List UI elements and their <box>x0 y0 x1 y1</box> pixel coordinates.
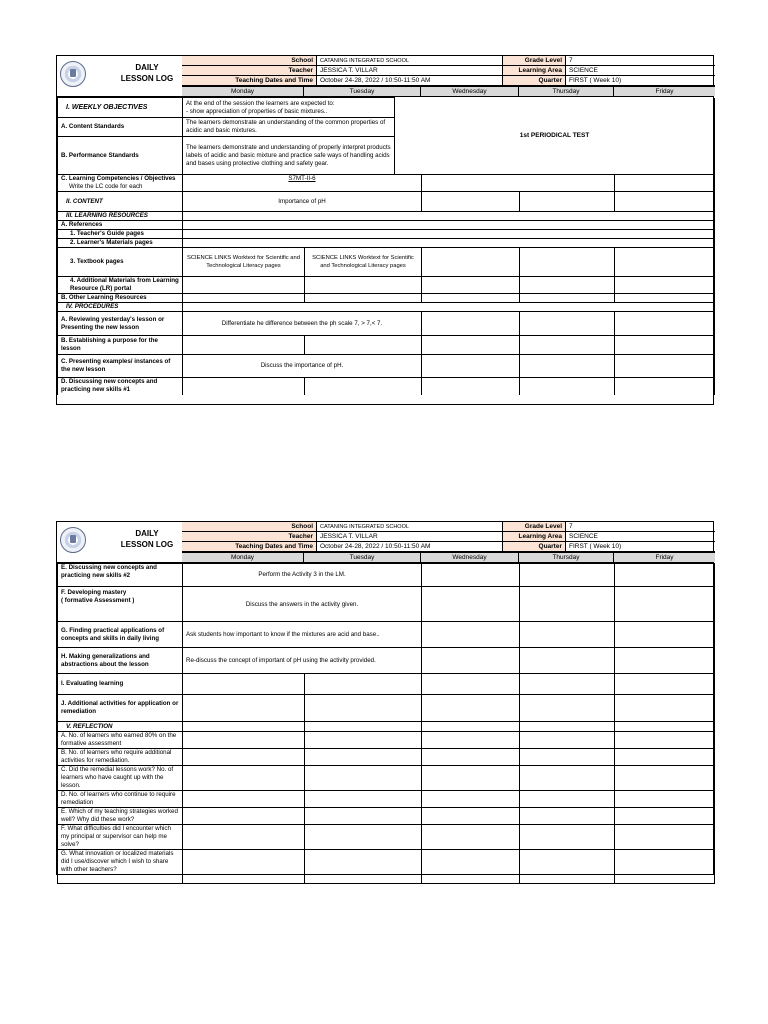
discussing1-thu <box>520 378 615 395</box>
school-label: School <box>182 522 317 532</box>
content-value: Importance of pH <box>183 192 422 212</box>
learning-resources-label: III. LEARNING RESOURCES <box>58 212 183 221</box>
evaluating-tue <box>305 674 422 695</box>
day-header-row <box>182 552 715 562</box>
other-resources-label: B. Other Learning Resources <box>58 294 183 303</box>
grade-label: Grade Level <box>503 56 566 66</box>
teacher-label: Teacher <box>182 532 317 542</box>
area-label: Learning Area <box>503 532 566 542</box>
references-empty <box>183 221 715 230</box>
mastery-thu <box>520 587 615 622</box>
textbook-thu <box>520 248 615 277</box>
applications-thu <box>520 622 615 648</box>
purpose-thu <box>520 336 615 355</box>
reviewing-fri <box>615 312 715 336</box>
mastery-fri <box>615 587 715 622</box>
reflection-wed <box>422 722 520 732</box>
learners-materials-label: 2. Learner's Materials pages <box>58 239 183 248</box>
day-friday: Friday <box>614 553 715 562</box>
procedures-label: IV. PROCEDURES <box>58 303 183 312</box>
examples-wed <box>422 355 520 378</box>
reviewing-text: Differentiate he difference between the ph scale 7, > 7,< 7. <box>183 312 422 336</box>
reflection-tue <box>305 722 422 732</box>
reflection-thu <box>520 722 615 732</box>
dates-label: Teaching Dates and Time <box>182 76 317 86</box>
additional-wed <box>422 695 520 722</box>
evaluating-label: I. Evaluating learning <box>58 674 183 695</box>
evaluating-wed <box>422 674 520 695</box>
school-label: School <box>182 56 317 66</box>
reflection-fri <box>615 722 715 732</box>
lr-tue <box>305 277 422 294</box>
textbook-wed <box>422 248 520 277</box>
quarter-label: Quarter <box>503 76 566 86</box>
other-wed <box>422 294 520 303</box>
title-line2: LESSON LOG <box>120 540 174 549</box>
school-value: CATANING INTEGRATED SCHOOL <box>317 522 503 532</box>
teacher-label: Teacher <box>182 66 317 76</box>
procedures-empty <box>183 303 715 312</box>
weekly-objectives-label: I. WEEKLY OBJECTIVES <box>58 98 183 118</box>
grade-value: 7 <box>566 522 715 532</box>
content-fri <box>615 192 715 212</box>
performance-standards-text: The learners demonstrate and understanding of properly interpret products labels of acidic and basic mixture and practice safe ways of handling acids and bases using protective clothing and safety gear. <box>183 137 395 175</box>
grade-value: 7 <box>566 56 715 66</box>
additional-label: J. Additional activities for application or remediation <box>58 695 183 722</box>
generalization-wed <box>422 648 520 674</box>
school-value: CATANING INTEGRATED SCHOOL <box>317 56 503 66</box>
discussing2-text: Perform the Activity 3 in the LM. <box>183 564 422 587</box>
additional-thu <box>520 695 615 722</box>
reflection-item-e: E. Which of my teaching strategies worked well? Why did these work? <box>58 808 183 825</box>
textbook-tuesday: SCIENCE LINKS Worktext for Scientific and Technological Literacy pages <box>305 248 422 277</box>
mastery-text: Discuss the answers in the activity given. <box>183 587 422 622</box>
discussing2-label: E. Discussing new concepts and practicing new skills #2 <box>58 564 183 587</box>
lesson-table-2 <box>57 563 715 884</box>
evaluating-fri <box>615 674 715 695</box>
teacher-value: JESSICA T. VILLAR <box>317 66 503 76</box>
content-label: II. CONTENT <box>58 192 183 212</box>
header-info-grid <box>182 56 715 96</box>
teacher-value: JESSICA T. VILLAR <box>317 532 503 542</box>
purpose-label: B. Establishing a purpose for the lesson <box>58 336 183 355</box>
competency-empty-1 <box>422 175 615 192</box>
generalization-label: H. Making generalizations and abstractions about the lesson <box>58 648 183 674</box>
generalization-fri <box>615 648 715 674</box>
lesson-log-header <box>57 56 713 97</box>
lr-portal-label: 4. Additional Materials from Learning Resource (LR) portal <box>58 277 183 294</box>
lr-wed <box>422 277 520 294</box>
purpose-wed <box>422 336 520 355</box>
content-standards-label: A. Content Standards <box>58 118 183 137</box>
competencies-title: C. Learning Competencies / Objectives <box>61 175 176 182</box>
applications-label: G. Finding practical applications of concepts and skills in daily living <box>58 622 183 648</box>
learners-materials-empty <box>183 239 715 248</box>
reviewing-wed <box>422 312 520 336</box>
discussing1-mon <box>183 378 305 395</box>
teachers-guide-empty <box>183 230 715 239</box>
other-fri <box>615 294 715 303</box>
textbook-fri <box>615 248 715 277</box>
day-tuesday: Tuesday <box>304 87 421 96</box>
reflection-item-a: A. No. of learners who earned 80% on the formative assessment <box>58 732 183 749</box>
examples-label: C. Presenting examples/ instances of the new lesson <box>58 355 183 378</box>
applications-fri <box>615 622 715 648</box>
teachers-guide-label: 1. Teacher's Guide pages <box>58 230 183 239</box>
competencies-subtitle: Write the LC code for each <box>69 183 143 190</box>
purpose-mon <box>183 336 305 355</box>
lesson-table-1 <box>57 97 715 395</box>
content-standards-text: The learners demonstrate an understanding of the common properties of acidic and basic mixtures. <box>183 118 395 137</box>
day-thursday: Thursday <box>519 553 614 562</box>
textbook-monday: SCIENCE LINKS Worktext for Scientific and Technological Literacy pages <box>183 248 305 277</box>
periodical-test-cell: 1st PERIODICAL TEST <box>395 98 715 175</box>
reflection-item-g: G. What innovation or localized materials did I use/discover which I wish to share with other teachers? <box>58 850 183 875</box>
generalization-text: Re-discuss the concept of important of pH using the activity provided. <box>183 648 422 674</box>
lr-thu <box>520 277 615 294</box>
mastery-label: F. Developing mastery ( formative Assessment ) <box>58 587 183 622</box>
learning-resources-empty <box>183 212 715 221</box>
reflection-item-b: B. No. of learners who require additional activities for remediation. <box>58 749 183 766</box>
day-tuesday: Tuesday <box>304 553 421 562</box>
deped-seal-icon <box>60 61 86 87</box>
quarter-label: Quarter <box>503 542 566 552</box>
performance-standards-label: B. Performance Standards <box>58 137 183 175</box>
discussing2-wed <box>422 564 520 587</box>
examples-fri <box>615 355 715 378</box>
title-line1: DAILY <box>135 529 159 538</box>
reflection-item-f: F. What difficulties did I encounter which my principal or supervisor can help me solve? <box>58 825 183 850</box>
dates-value: October 24-28, 2022 / 10:50-11:50 AM <box>317 542 503 552</box>
references-label: A. References <box>58 221 183 230</box>
mastery-wed <box>422 587 520 622</box>
reviewing-label: A. Reviewing yesterday's lesson or Presenting the new lesson <box>58 312 183 336</box>
title-line1: DAILY <box>135 63 159 72</box>
deped-seal-icon <box>60 527 86 553</box>
lesson-log-page-2 <box>56 521 714 875</box>
content-wed <box>422 192 520 212</box>
discussing1-tue <box>305 378 422 395</box>
purpose-tue <box>305 336 422 355</box>
day-monday: Monday <box>182 87 304 96</box>
quarter-value: FIRST ( Week 10) <box>566 542 715 552</box>
textbook-label: 3. Textbook pages <box>58 248 183 277</box>
dates-label: Teaching Dates and Time <box>182 542 317 552</box>
area-value: SCIENCE <box>566 66 715 76</box>
quarter-value: FIRST ( Week 10) <box>566 76 715 86</box>
competency-empty-2 <box>615 175 715 192</box>
reviewing-thu <box>520 312 615 336</box>
examples-text: Discuss the importance of pH. <box>183 355 422 378</box>
day-wednesday: Wednesday <box>421 87 519 96</box>
purpose-fri <box>615 336 715 355</box>
title-line2: LESSON LOG <box>120 74 174 83</box>
evaluating-thu <box>520 674 615 695</box>
day-monday: Monday <box>182 553 304 562</box>
content-thu <box>520 192 615 212</box>
discussing1-label: D. Discussing new concepts and practicing new skills #1 <box>58 378 183 395</box>
lr-fri <box>615 277 715 294</box>
reflection-mon <box>183 722 305 732</box>
other-thu <box>520 294 615 303</box>
evaluating-mon <box>183 674 305 695</box>
additional-fri <box>615 695 715 722</box>
additional-tue <box>305 695 422 722</box>
area-label: Learning Area <box>503 66 566 76</box>
day-thursday: Thursday <box>519 87 614 96</box>
discussing1-wed <box>422 378 520 395</box>
reflection-item-c: C. Did the remedial lessons work? No. of learners who have caught up with the lesson. <box>58 766 183 791</box>
blank-row-1 <box>58 875 183 884</box>
examples-thu <box>520 355 615 378</box>
other-tue <box>305 294 422 303</box>
header-info-grid-2 <box>182 522 715 562</box>
dates-value: October 24-28, 2022 / 10:50-11:50 AM <box>317 76 503 86</box>
other-mon <box>183 294 305 303</box>
discussing2-fri <box>615 564 715 587</box>
day-friday: Friday <box>614 87 715 96</box>
area-value: SCIENCE <box>566 532 715 542</box>
day-wednesday: Wednesday <box>421 553 519 562</box>
reflection-item-d: D. No. of learners who continue to require remediation <box>58 791 183 808</box>
applications-wed <box>422 622 520 648</box>
additional-mon <box>183 695 305 722</box>
grade-label: Grade Level <box>503 522 566 532</box>
lesson-log-header-2 <box>57 522 713 563</box>
lr-mon <box>183 277 305 294</box>
lesson-log-page-1 <box>56 55 714 405</box>
day-header-row <box>182 86 715 96</box>
discussing2-thu <box>520 564 615 587</box>
applications-text: Ask students how important to know if the mixtures are acid and base.. <box>183 622 422 648</box>
discussing1-fri <box>615 378 715 395</box>
reflection-label: V. REFLECTION <box>58 722 183 732</box>
weekly-objectives-text: At the end of the session the learners are expected to: - show appreciation of properties of basic mixtures.. <box>183 98 395 118</box>
competencies-label <box>58 175 183 192</box>
competency-code: S7MT-II-6 <box>183 175 422 192</box>
generalization-thu <box>520 648 615 674</box>
